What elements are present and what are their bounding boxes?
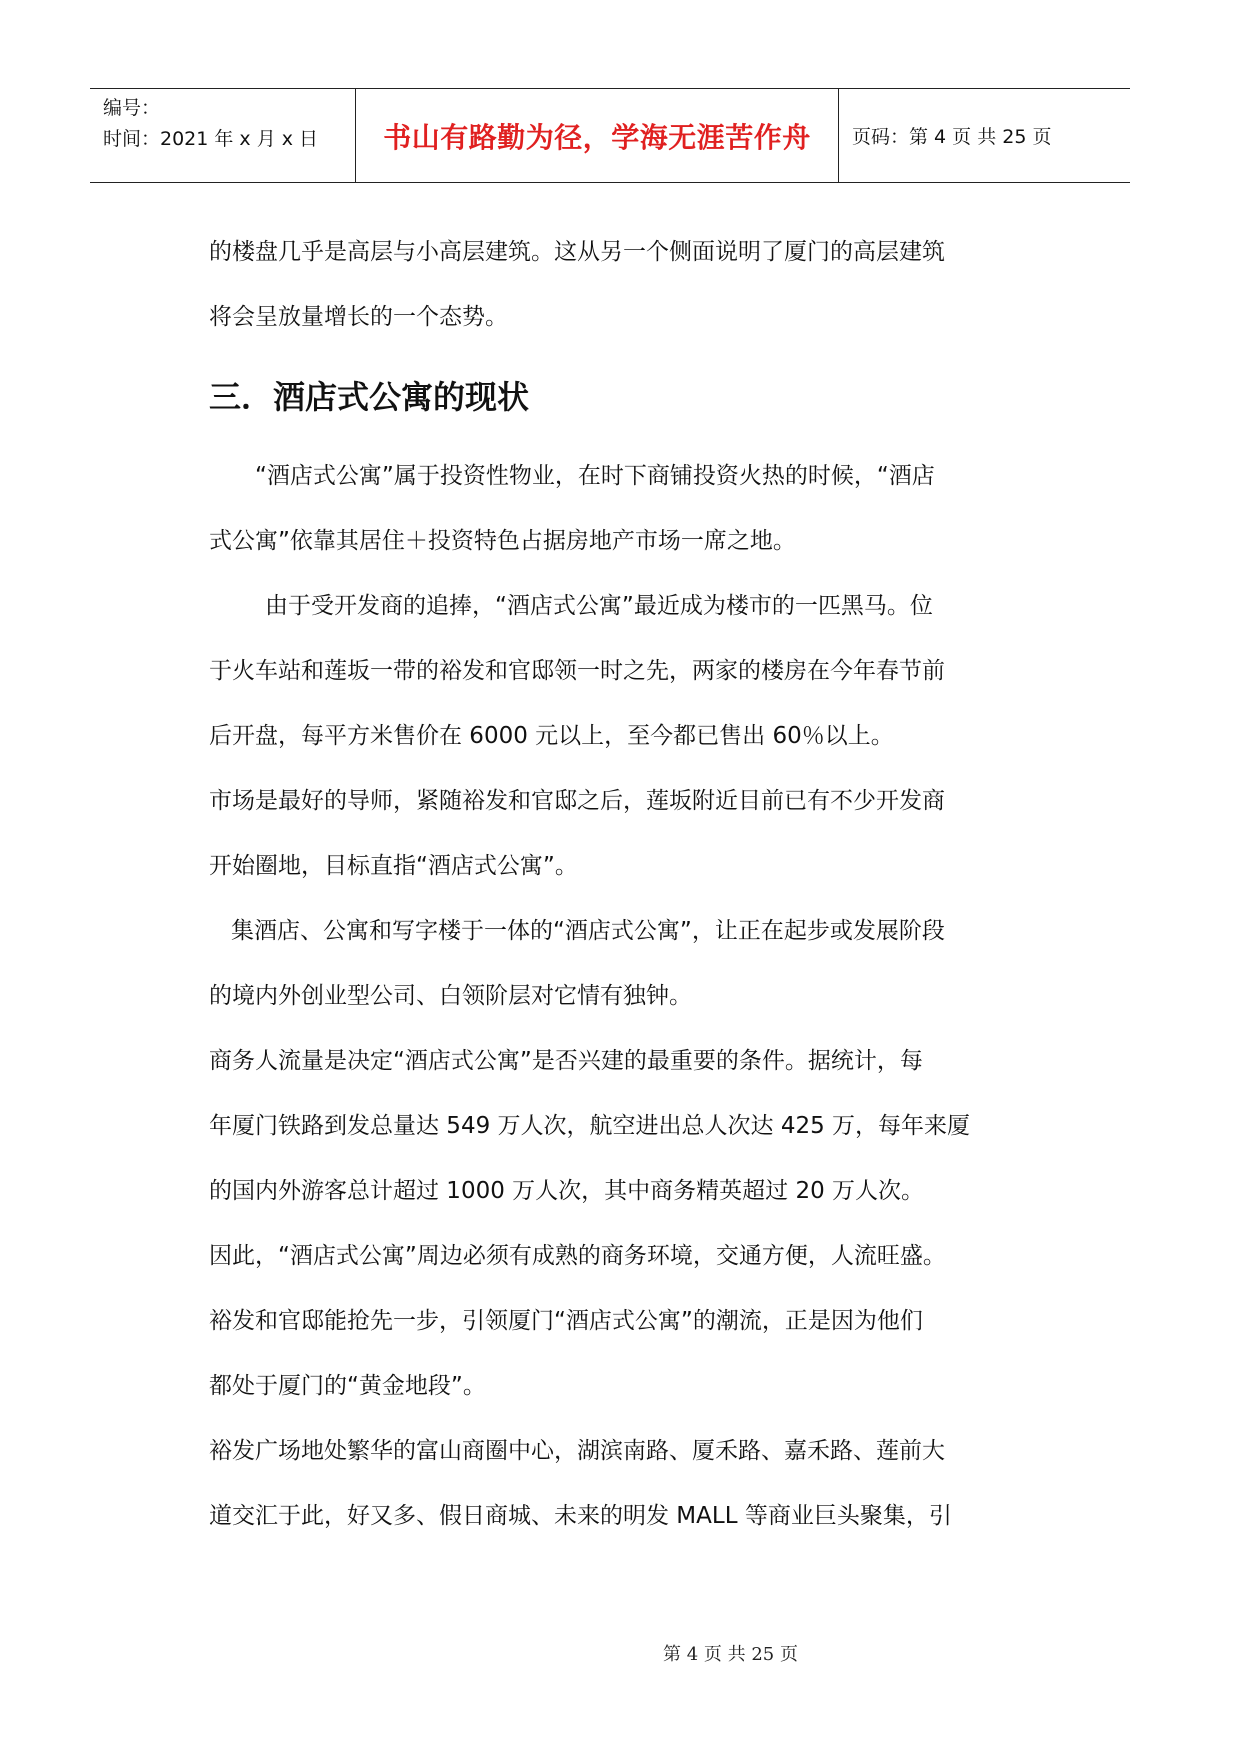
paragraph-line: 的楼盘几乎是高层与小高层建筑。这从另一个侧面说明了厦门的高层建筑 [209,239,945,265]
paragraph-line: 市场是最好的导师，紧随裕发和官邸之后，莲坂附近目前已有不少开发商 [209,788,945,814]
header-page-cell [839,89,1130,182]
paragraph-line: 将会呈放量增长的一个态势。 [209,304,508,330]
document-body [209,220,1029,1549]
header-meta-cell [90,89,355,182]
paragraph-line: 的境内外创业型公司、白领阶层对它情有独钟。 [209,983,692,1009]
header-page-code: 页码：第 4 页 共 25 页 [852,126,1052,148]
paragraph-line: 道交汇于此，好又多、假日商城、未来的明发 MALL 等商业巨头聚集，引 [209,1503,952,1529]
paragraph-line: 因此，“酒店式公寓”周边必须有成熟的商务环境，交通方便，人流旺盛。 [209,1243,946,1269]
paragraph-line: 都处于厦门的“黄金地段”。 [209,1373,486,1399]
paragraph-line: 由于受开发商的追捧，“酒店式公寓”最近成为楼市的一匹黑马。位 [265,593,933,619]
section-heading: 三．酒店式公寓的现状 [209,378,530,416]
paragraph-line: 裕发广场地处繁华的富山商圈中心，湖滨南路、厦禾路、嘉禾路、莲前大 [209,1438,945,1464]
paragraph-line: 年厦门铁路到发总量达 549 万人次，航空进出总人次达 425 万，每年来厦 [209,1113,971,1139]
paragraph-line: 集酒店、公寓和写字楼于一体的“酒店式公寓”，让正在起步或发展阶段 [231,918,945,944]
paragraph-line: 商务人流量是决定“酒店式公寓”是否兴建的最重要的条件。据统计，每 [209,1048,923,1074]
paragraph-line: 式公寓”依靠其居住＋投资特色占据房地产市场一席之地。 [209,528,796,554]
header-motto: 书山有路勤为径，学海无涯苦作舟 [383,120,811,154]
page-footer [0,1640,1241,1666]
document-date: 时间：2021 年 x 月 x 日 [103,128,319,150]
paragraph-line: “酒店式公寓”属于投资性物业，在时下商铺投资火热的时候，“酒店 [255,463,935,489]
page-header [90,88,1130,183]
paragraph-line: 开始圈地，目标直指“酒店式公寓”。 [209,853,578,879]
footer-page-number: 第 4 页 共 25 页 [663,1644,798,1665]
paragraph-line: 的国内外游客总计超过 1000 万人次，其中商务精英超过 20 万人次。 [209,1178,925,1204]
paragraph-line: 裕发和官邸能抢先一步，引领厦门“酒店式公寓”的潮流，正是因为他们 [209,1308,923,1334]
document-number: 编号： [103,97,161,119]
header-motto-cell [355,89,839,182]
paragraph-line: 后开盘，每平方米售价在 6000 元以上，至今都已售出 60％以上。 [209,723,894,749]
paragraph-line: 于火车站和莲坂一带的裕发和官邸领一时之先，两家的楼房在今年春节前 [209,658,945,684]
